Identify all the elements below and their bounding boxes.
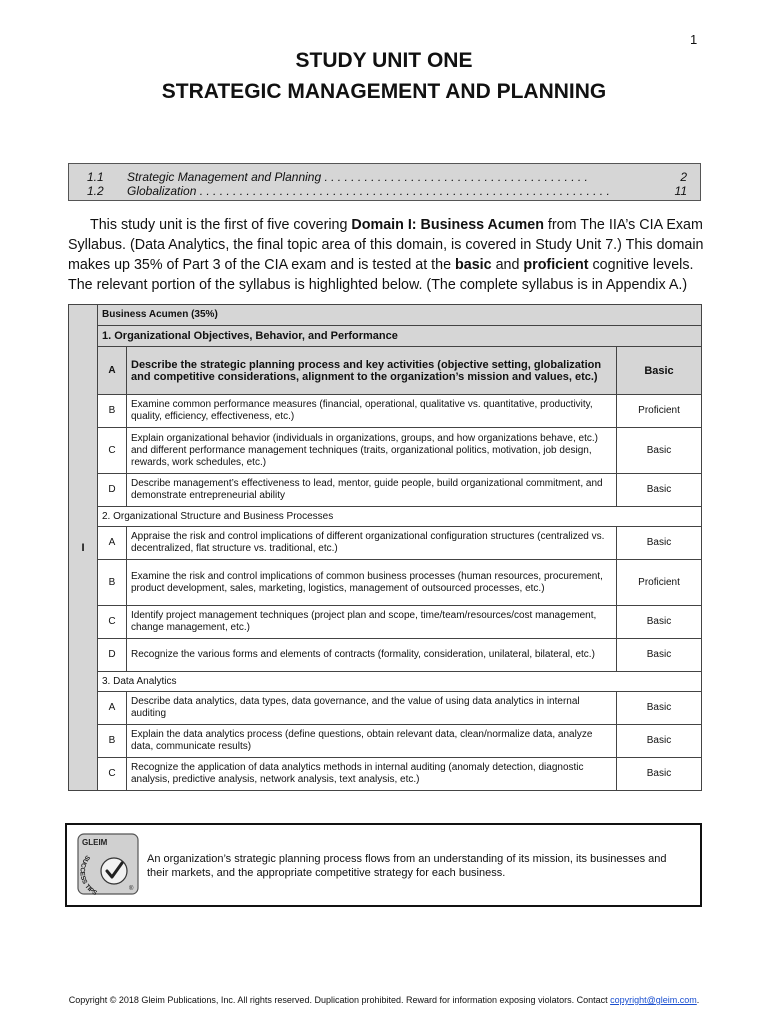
copyright-email-link[interactable]: copyright@gleim.com [610,995,697,1005]
success-tip-text: An organization’s strategic planning process flows from an understanding of its mission, its businesses and their markets, and the appropriate competitive strategy for each business. [147,853,667,879]
item-level: Proficient [617,395,702,428]
item-level: Proficient [617,560,702,606]
badge-registered: ® [129,886,134,892]
item-letter: D [98,639,127,672]
domain-numeral: I [69,305,98,791]
toc-number: 1.2 [87,184,104,198]
item-letter: C [98,758,127,791]
item-level: Basic [617,639,702,672]
toc-page: 2 [680,170,687,184]
item-letter: D [98,474,127,507]
toc-entry-1-1[interactable] [87,170,687,185]
badge-arc-text: SUCCESS TIPS [78,853,98,895]
item-text: Recognize the various forms and elements of contracts (formality, consideration, unilateral, bilateral, etc.) [127,639,617,672]
item-level: Basic [617,692,702,725]
item-text: Examine the risk and control implications of common business processes (human resources, procurement, product development, sales, marketing, logistics, management of outsourced processes, etc.) [127,560,617,606]
copyright-footer: Copyright © 2018 Gleim Publications, Inc. All rights reserved. Duplication prohibited. Reward for information exposing violators. Contact copyright@gleim.com. [68,995,700,1005]
item-level: Basic [617,428,702,474]
item-text: Explain the data analytics process (define questions, obtain relevant data, clean/normalize data, analyze data, communicate results) [127,725,617,758]
item-letter: B [98,395,127,428]
study-unit-title: STRATEGIC MANAGEMENT AND PLANNING [161,80,607,103]
table-of-contents [68,163,701,201]
item-letter: A [98,347,127,395]
syllabus-table [68,304,702,791]
section-title: 3. Data Analytics [98,672,702,692]
item-letter: A [98,692,127,725]
toc-number: 1.1 [87,170,104,184]
item-text: Appraise the risk and control implications of different organizational configuration structures (centralized vs. decentralized, flat structure vs. traditional, etc.) [127,527,617,560]
item-text: Identify project management techniques (project plan and scope, time/team/resources/cost management, change management, etc.) [127,606,617,639]
item-level: Basic [617,606,702,639]
study-unit-heading: STUDY UNIT ONE [295,49,473,72]
item-text: Explain organizational behavior (individuals in organizations, groups, and how organizations behave, etc.) and different performance management techniques (traits, organizational politics, motivation, job design, rewards, work schedules, etc.) [127,428,617,474]
success-tip-box [65,823,702,907]
item-level: Basic [617,758,702,791]
item-text: Examine common performance measures (financial, operational, qualitative vs. quantitative, productivity, quality, efficiency, effectiveness, etc.) [127,395,617,428]
item-text: Recognize the application of data analytics methods in internal auditing (anomaly detection, diagnostic analysis, predictive analysis, network analysis, text analysis, etc.) [127,758,617,791]
item-level: Basic [617,527,702,560]
section-title: 1. Organizational Objectives, Behavior, and Performance [98,326,702,347]
item-letter: C [98,606,127,639]
item-text: Describe management’s effectiveness to lead, mentor, guide people, build organizational commitment, and demonstrate entrepreneurial ability [127,474,617,507]
page-number: 1 [690,32,698,47]
item-text: Describe data analytics, data types, data governance, and the value of using data analytics in internal auditing [127,692,617,725]
domain-title: Business Acumen (35%) [98,305,702,326]
toc-entry-1-2[interactable] [87,184,687,199]
intro-paragraph: This study unit is the first of five covering Domain I: Business Acumen from The IIA’s CIA Exam Syllabus. (Data Analytics, the final topic area of this domain, is covered in Study Unit 7.) This domain makes up 35% of Part 3 of the CIA exam and is tested at the basic and proficient cognitive levels. The relevant portion of the syllabus is highlighted below. (The complete syllabus is in Appendix A.) [68,217,704,293]
item-letter: B [98,725,127,758]
item-text: Describe the strategic planning process and key activities (objective setting, globalization and competitive considerations, alignment to the organization’s mission and values, etc.) [127,347,617,395]
toc-label: Globalization [127,184,197,198]
badge-brand: GLEIM [82,838,108,847]
item-letter: C [98,428,127,474]
item-letter: A [98,527,127,560]
item-level: Basic [617,474,702,507]
item-letter: B [98,560,127,606]
toc-label: Strategic Management and Planning [127,170,322,184]
gleim-success-tips-badge [77,833,139,895]
item-level: Basic [617,347,702,395]
item-level: Basic [617,725,702,758]
section-title: 2. Organizational Structure and Business Processes [98,507,702,527]
toc-leader-dots: . . . . . . . . . . . . . . . . . . . . . . . . . . . . . . . . . . . . . . . . . . . . . . . . . . . . . . . . . . . . . . [196,184,610,198]
toc-leader-dots: . . . . . . . . . . . . . . . . . . . . . . . . . . . . . . . . . . . . . . . . [321,170,588,184]
toc-page: 11 [674,184,687,198]
